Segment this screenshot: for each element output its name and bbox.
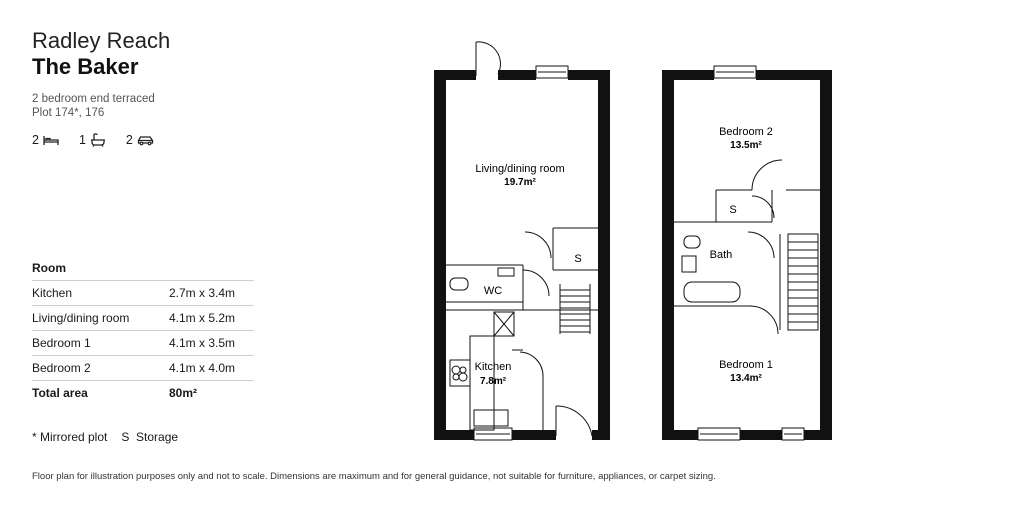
storage-label: S bbox=[574, 253, 582, 265]
storage-key: S Storage bbox=[121, 430, 179, 444]
hall-door bbox=[525, 232, 551, 258]
sink bbox=[474, 410, 508, 426]
feature-summary bbox=[32, 133, 154, 147]
kitchen-area: 7.8m² bbox=[479, 376, 507, 387]
bedroom2-area: 13.5m² bbox=[730, 140, 762, 151]
garden-door bbox=[476, 42, 500, 76]
hob bbox=[452, 366, 460, 374]
front-door bbox=[556, 406, 592, 436]
living-room-label: Living/dining room bbox=[475, 163, 565, 175]
bedroom1-door bbox=[750, 306, 778, 334]
bath-label: Bath bbox=[709, 249, 733, 261]
table-row bbox=[32, 331, 254, 356]
wc-basin bbox=[498, 268, 514, 276]
living-room-area: 19.7m² bbox=[504, 177, 536, 188]
bathroom-count: 1 bbox=[78, 133, 86, 147]
table-row bbox=[32, 356, 254, 381]
room-name: Kitchen bbox=[32, 286, 73, 300]
ground-floor-plan bbox=[430, 38, 616, 444]
bedroom2-door bbox=[752, 160, 782, 190]
bed-icon bbox=[43, 134, 59, 146]
bedroom1-area: 13.4m² bbox=[730, 373, 762, 384]
room-size: 4.1m x 4.0m bbox=[169, 361, 236, 375]
room-name: Bedroom 1 bbox=[32, 336, 91, 350]
first-floor-plan bbox=[658, 60, 838, 444]
house-description: 2 bedroom end terraced bbox=[32, 93, 155, 105]
table-row bbox=[32, 281, 254, 306]
stairs bbox=[788, 234, 818, 330]
total-area-value: 80m² bbox=[169, 386, 198, 400]
parking-count: 2 bbox=[125, 133, 133, 147]
kitchen-label: Kitchen bbox=[474, 361, 512, 373]
development-name: Radley Reach bbox=[32, 28, 171, 53]
total-area-label: Total area bbox=[32, 386, 88, 400]
table-row bbox=[32, 306, 254, 331]
room-name: Bedroom 2 bbox=[32, 361, 91, 375]
bathtub bbox=[684, 282, 740, 302]
table-total-row bbox=[32, 381, 254, 405]
mirrored-plot-note: * Mirrored plot bbox=[32, 430, 108, 444]
toilet bbox=[684, 236, 700, 248]
legend bbox=[32, 430, 178, 444]
table-header-room: Room bbox=[32, 261, 66, 275]
kitchen-door bbox=[520, 352, 543, 376]
bath-door bbox=[748, 232, 774, 258]
bedroom1-label: Bedroom 1 bbox=[719, 359, 773, 371]
bath-basin bbox=[682, 256, 696, 272]
storage-door bbox=[752, 196, 774, 218]
storage-label: S bbox=[729, 204, 737, 216]
stairs bbox=[560, 284, 590, 334]
room-dimensions-table bbox=[32, 256, 254, 405]
room-size: 4.1m x 5.2m bbox=[169, 311, 236, 325]
disclaimer: Floor plan for illustration purposes only and not to scale. Dimensions are maximum and for general guidance, not suitable for furniture, appliances, or carpet sizing. bbox=[32, 471, 716, 482]
room-size: 4.1m x 3.5m bbox=[169, 336, 236, 350]
wc-label: WC bbox=[483, 285, 503, 297]
wc-door bbox=[523, 270, 549, 296]
bath-icon bbox=[90, 133, 106, 147]
house-type-title: The Baker bbox=[32, 54, 139, 79]
bedroom2-label: Bedroom 2 bbox=[719, 126, 773, 138]
bedroom-count: 2 bbox=[32, 133, 39, 147]
toilet bbox=[450, 278, 468, 290]
room-size: 2.7m x 3.4m bbox=[169, 286, 236, 300]
room-name: Living/dining room bbox=[32, 311, 130, 325]
car-icon bbox=[137, 135, 154, 146]
ground-floor-walls bbox=[434, 70, 610, 440]
plot-numbers: Plot 174*, 176 bbox=[32, 107, 105, 119]
table-header-row bbox=[32, 256, 254, 281]
